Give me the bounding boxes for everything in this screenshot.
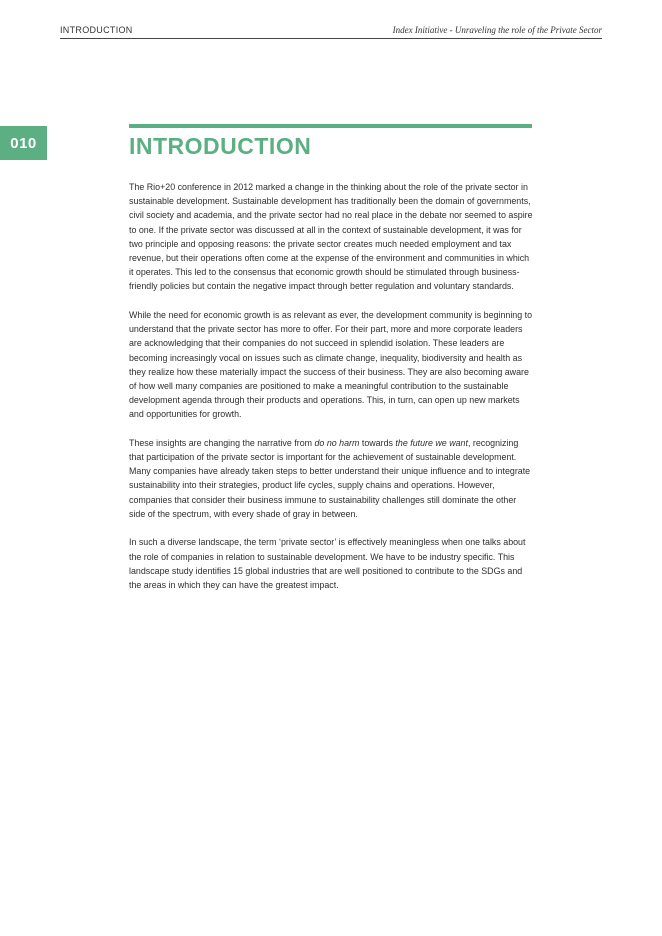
paragraph-3-part-a: These insights are changing the narrative from [129,437,315,448]
paragraph-4: In such a diverse landscape, the term ‘private sector’ is effectively meaningless when one talks about the role of companies in relation to sustainable development. We have to be industry specific. This landscape study identifies 15 global industries that are well positioned to contribute to the SDGs and the areas in which they can have the greatest impact. [129,537,526,590]
paragraph-2: While the need for economic growth is as relevant as ever, the development community is beginning to understand that the private sector has more to offer. For their part, more and more corporate leaders are acknowledging that their companies do not succeed in splendid isolation. These leaders are becoming increasingly vocal on issues such as climate change, inequality, biodiversity and health as they realize how these materially impact the success of their business. They are also becoming aware of how well many companies are positioned to make a meaningful contribution to the sustainable development agenda through their products and operations. This, in turn, can open up new markets and opportunities for growth. [129,309,533,420]
emphasis-future-we-want: the future we want [395,437,468,448]
page-title: INTRODUCTION [129,133,312,159]
paragraph-1: The Rio+20 conference in 2012 marked a change in the thinking about the role of the private sector in sustainable development. Sustainable development has traditionally been the domain of governments, civil society and academia, and the private sector had no real place in the debate nor seemed to aspire to one. If the private sector was discussed at all in the context of sustainable development, it was for two principle and opposing reasons: the private sector creates much needed employment and tax revenue, but their operations often come at the expense of the environment and communities in which it operates. This led to the consensus that economic growth should be stimulated through business-friendly policies but contain the negative impact through better regulation and voluntary standards. [129,182,533,292]
paragraph-3-part-c: , recognizing that participation of the private sector is important for the achievement of sustainable development. Many companies have already taken steps to better understand their unique influence and to integrate sustainability into their strategies, product life cycles, supply chains and operations. However, companies that consider their business immune to sustainability challenges still dominate the other side of the spectrum, with every shade of gray in between. [129,437,531,519]
paragraph-3 [129,436,533,521]
page-number-tab: 010 [0,126,47,160]
header-publication-title: Index Initiative - Unraveling the role of the Private Sector [392,25,602,35]
running-header [60,24,602,39]
emphasis-do-no-harm: do no harm [314,437,360,448]
paragraph-3-part-b: towards [359,437,396,448]
title-rule [129,124,532,128]
header-section-label: INTRODUCTION [60,25,133,35]
body-text [129,180,533,606]
